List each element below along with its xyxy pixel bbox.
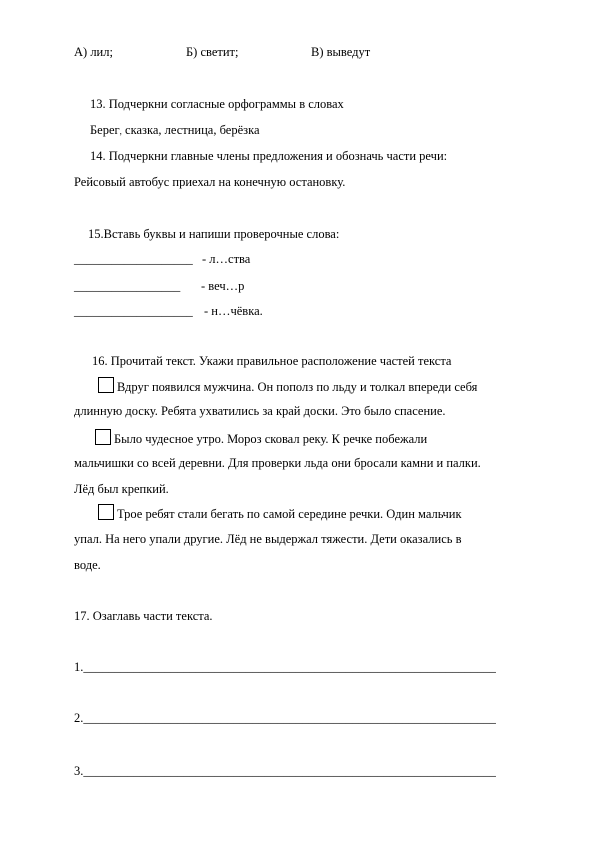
q16-p2-order-checkbox[interactable] (95, 429, 111, 445)
q12-answers (74, 44, 113, 60)
q17-title: 17. Озаглавь части текста. (74, 609, 213, 623)
q15-word-1: - л…ства (202, 252, 251, 266)
q16-p2-line-1 (95, 429, 427, 447)
q17-answer-line-3[interactable]: 3.__________________________________________________________________ (74, 764, 496, 778)
q15-row-3 (74, 303, 263, 319)
q13-title: 13. Подчеркни согласные орфограммы в словах (90, 97, 344, 111)
q15-word-2: - веч…р (201, 279, 245, 293)
q12-option-b: Б) светит; (186, 45, 239, 59)
q14-title: 14. Подчеркни главные члены предложения и обозначь части речи: (90, 149, 448, 163)
q12-option-c-row (311, 44, 370, 60)
q15-row-2 (74, 278, 245, 294)
q16-p3-text-1: Трое ребят стали бегать по самой середине речки. Один мальчик (117, 507, 462, 521)
q16-p1-text-1: Вдруг появился мужчина. Он пополз по льду и толкал впереди себя (117, 380, 478, 394)
q16-p3-line-3: воде. (74, 558, 101, 572)
q13-words (90, 122, 260, 139)
q16-p3-line-1 (98, 504, 462, 522)
q15-blank-1[interactable]: ___________________ (74, 252, 193, 266)
q14-sentence: Рейсовый автобус приехал на конечную остановку. (74, 175, 346, 189)
q16-title: 16. Прочитай текст. Укажи правильное расположение частей текста (92, 354, 452, 368)
q16-p1-line-1 (98, 377, 477, 395)
q17-answer-line-2[interactable]: 2.__________________________________________________________________ (74, 711, 496, 725)
q17-answer-line-1[interactable]: 1.__________________________________________________________________ (74, 660, 496, 674)
q16-p3-order-checkbox[interactable] (98, 504, 114, 520)
q15-word-3: - н…чёвка. (204, 304, 263, 318)
q12-option-c: В) выведут (311, 45, 371, 59)
q16-p2-text-1: Было чудесное утро. Мороз сковал реку. К речке побежали (114, 432, 428, 446)
q16-p2-line-3: Лёд был крепкий. (74, 482, 169, 496)
q13-small-comma: , (119, 126, 122, 136)
q15-blank-2[interactable]: _________________ (74, 279, 181, 293)
q15-blank-3[interactable]: ___________________ (74, 304, 193, 318)
q13-word-bereg: Берег (90, 123, 120, 137)
q16-p1-order-checkbox[interactable] (98, 377, 114, 393)
q15-title: 15.Вставь буквы и напиши проверочные слова: (88, 227, 340, 241)
q16-p1-line-2: длинную доску. Ребята ухватились за край доски. Это было спасение. (74, 404, 446, 418)
q13-words-rest: сказка, лестница, берёзка (121, 123, 260, 137)
q16-p3-line-2: упал. На него упали другие. Лёд не выдержал тяжести. Дети оказались в (74, 532, 462, 546)
q16-p2-line-2: мальчишки со всей деревни. Для проверки льда они бросали камни и палки. (74, 456, 481, 470)
q15-row-1 (74, 251, 251, 267)
q12-option-a: А) лил; (74, 45, 113, 59)
q12-option-b-row (186, 44, 238, 60)
